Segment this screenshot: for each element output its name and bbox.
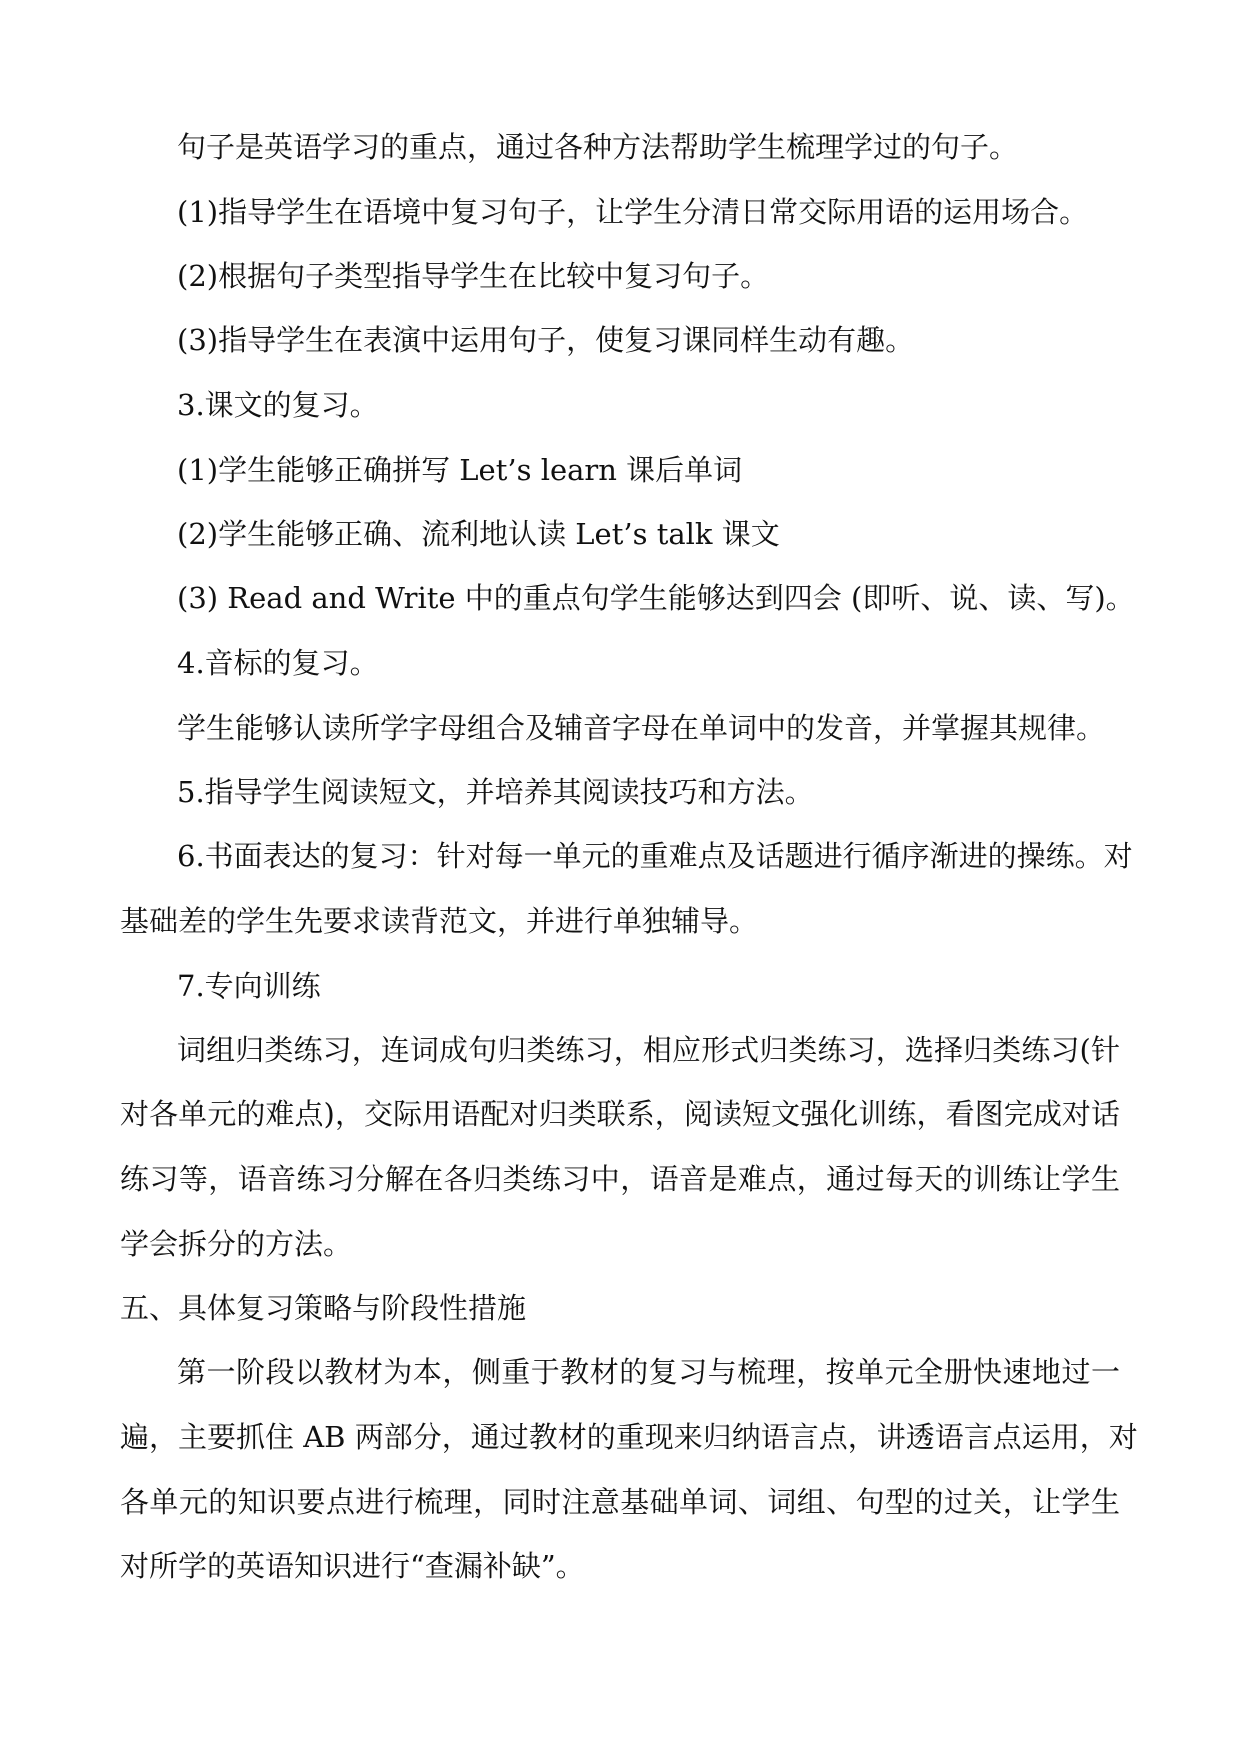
paragraph-stage1-line2: 遍，主要抓住 AB 两部分，通过教材的重现来归纳语言点，讲透语言点运用，对: [120, 1420, 1138, 1454]
list-item-text-1: (1)学生能够正确拼写 Let’s learn 课后单词: [177, 453, 743, 487]
paragraph-phonetics: 学生能够认读所学字母组合及辅音字母在单词中的发音，并掌握其规律。: [177, 711, 1106, 745]
section-heading-strategies: 五、具体复习策略与阶段性措施: [120, 1291, 527, 1325]
paragraph-training-line3: 练习等，语音练习分解在各归类练习中，语音是难点，通过每天的训练让学生: [120, 1162, 1120, 1196]
section-heading-text-review: 3.课文的复习。: [177, 388, 379, 422]
section-heading-phonetics: 4.音标的复习。: [177, 646, 379, 680]
paragraph-stage1-line1: 第一阶段以教材为本，侧重于教材的复习与梳理，按单元全册快速地过一: [177, 1355, 1120, 1389]
paragraph-sentences-intro: 句子是英语学习的重点，通过各种方法帮助学生梳理学过的句子。: [177, 130, 1019, 164]
paragraph-training-line1: 词组归类练习，连词成句归类练习，相应形式归类练习，选择归类练习(针: [177, 1033, 1120, 1067]
paragraph-training-line2: 对各单元的难点)，交际用语配对归类联系，阅读短文强化训练，看图完成对话: [120, 1097, 1120, 1131]
paragraph-writing-line2: 基础差的学生先要求读背范文，并进行单独辅导。: [120, 904, 759, 938]
list-item-sentences-1: (1)指导学生在语境中复习句子，让学生分清日常交际用语的运用场合。: [177, 195, 1089, 229]
section-heading-special-training: 7.专向训练: [177, 969, 321, 1003]
list-item-text-3: (3) Read and Write 中的重点句学生能够达到四会 (即听、说、读、写)。: [177, 581, 1135, 615]
list-item-sentences-3: (3)指导学生在表演中运用句子，使复习课同样生动有趣。: [177, 323, 915, 357]
list-item-sentences-2: (2)根据句子类型指导学生在比较中复习句子。: [177, 259, 770, 293]
paragraph-training-line4: 学会拆分的方法。: [120, 1227, 353, 1261]
list-item-text-2: (2)学生能够正确、流利地认读 Let’s talk 课文: [177, 517, 780, 551]
section-heading-writing-line1: 6.书面表达的复习：针对每一单元的重难点及话题进行循序渐进的操练。对: [177, 839, 1133, 873]
section-heading-reading: 5.指导学生阅读短文，并培养其阅读技巧和方法。: [177, 775, 814, 809]
paragraph-stage1-line4: 对所学的英语知识进行“查漏补缺”。: [120, 1549, 585, 1583]
paragraph-stage1-line3: 各单元的知识要点进行梳理，同时注意基础单词、词组、句型的过关，让学生: [120, 1485, 1120, 1519]
